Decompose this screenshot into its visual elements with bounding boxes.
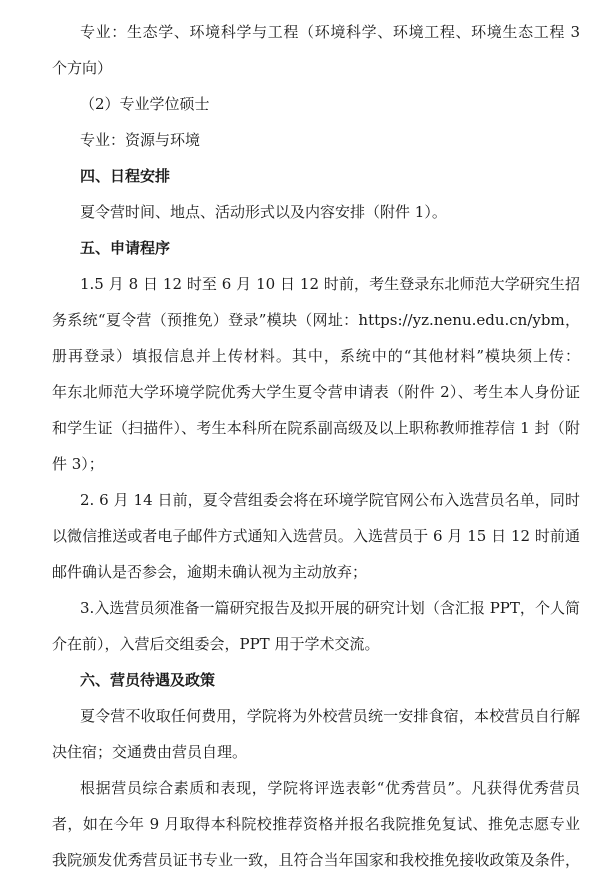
section-heading-application: 五、申请程序 (80, 239, 171, 257)
document-page (52, 14, 580, 878)
paragraph-line: 2. 6 月 14 日前，夏令营组委会将在环境学院官网公布入选营员名单，同时 (80, 491, 580, 509)
paragraph-line: 介在前），入营后交组委会，PPT 用于学术交流。 (52, 635, 380, 653)
paragraph-line: 夏令营不收取任何费用，学院将为外校营员统一安排食宿，本校营员自行解 (80, 707, 580, 725)
paragraph-line: 务系统“夏令营（预推免）登录”模块（网址：https://yz.nenu.edu.cn/ybm， (52, 311, 580, 329)
paragraph-line: 1.5 月 8 日 12 时至 6 月 10 日 12 时前，考生登录东北师范大学研究生招 (80, 275, 580, 293)
section-heading-benefits: 六、营员待遇及政策 (80, 671, 216, 689)
paragraph-line: 册再登录）填报信息并上传材料。其中，系统中的“其他材料”模块须上传： (52, 347, 580, 365)
paragraph-line: 专业：资源与环境 (80, 131, 201, 149)
paragraph-line: 件 3）； (52, 455, 104, 473)
paragraph-line: 和学生证（扫描件）、考生本科所在院系副高级及以上职称教师推荐信 1 封（附 (52, 419, 580, 437)
section-heading-schedule: 四、日程安排 (80, 167, 171, 185)
subheading-line: （2）专业学位硕士 (80, 95, 210, 113)
paragraph-line: 夏令营时间、地点、活动形式以及内容安排（附件 1）。 (80, 203, 447, 221)
paragraph-line: 我院颁发优秀营员证书专业一致，且符合当年国家和我校推免接收政策及条件， (52, 851, 580, 869)
paragraph-line: 3.入选营员须准备一篇研究报告及拟开展的研究计划（含汇报 PPT，个人简 (80, 599, 580, 617)
paragraph-line: 年东北师范大学环境学院优秀大学生夏令营申请表（附件 2）、考生本人身份证 (52, 383, 580, 401)
paragraph-line: 根据营员综合素质和表现，学院将评选表彰“优秀营员”。凡获得优秀营员 (80, 779, 580, 797)
paragraph-line: 决住宿；交通费由营员自理。 (52, 743, 248, 761)
paragraph-line: 个方向） (52, 59, 113, 77)
paragraph-line: 邮件确认是否参会，逾期未确认视为主动放弃； (52, 563, 368, 581)
paragraph-line: 者，如在今年 9 月取得本科院校推荐资格并报名我院推免复试、推免志愿专业 (52, 815, 580, 833)
paragraph-line: 以微信推送或者电子邮件方式通知入选营员。入选营员于 6 月 15 日 12 时前通 (52, 527, 580, 545)
paragraph-line: 专业：生态学、环境科学与工程（环境科学、环境工程、环境生态工程 3 (80, 23, 580, 41)
